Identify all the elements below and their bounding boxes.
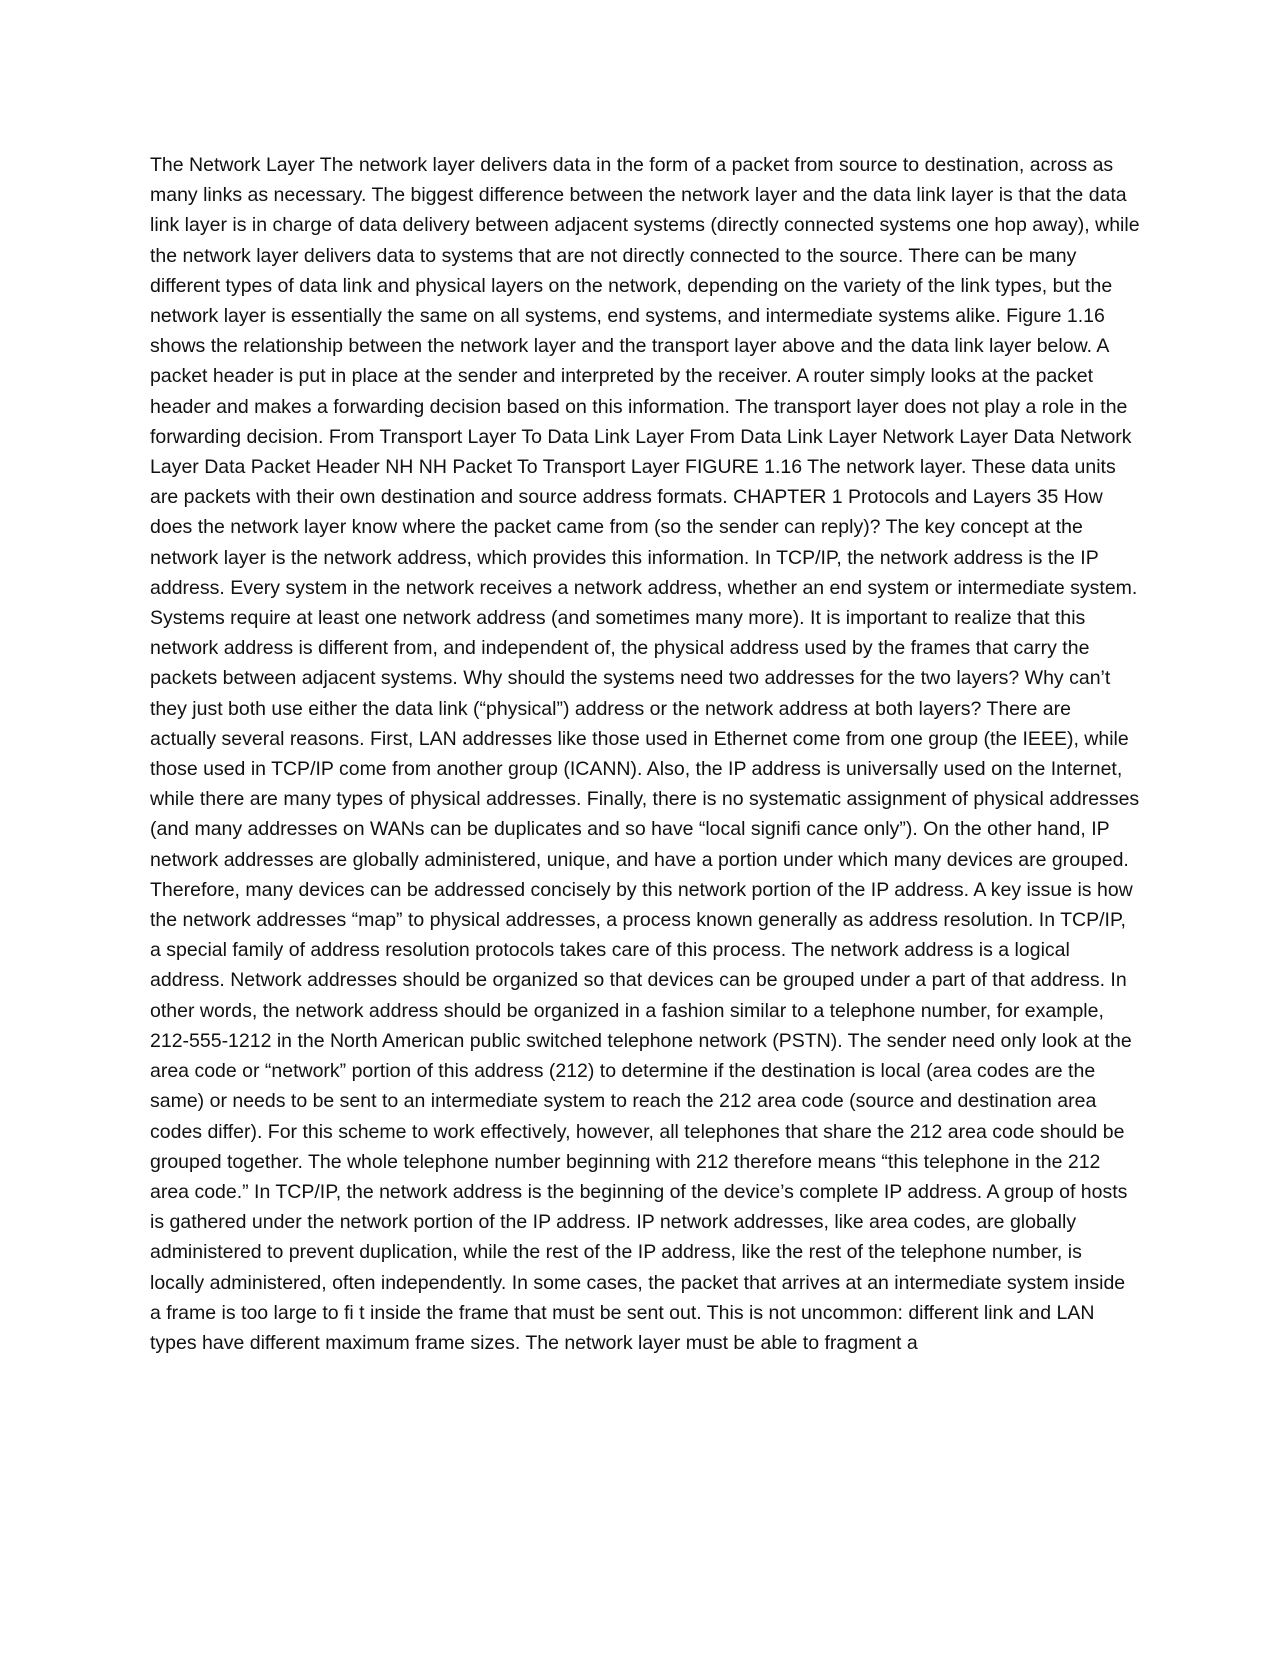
body-paragraph: The Network Layer The network layer delivers data in the form of a packet from source to destination, across as many links as necessary. The biggest difference between the network layer and the data link layer is that the data link layer is in charge of data delivery between adjacent systems (directly connected systems one hop away), while the network layer delivers data to systems that are not directly connected to the source. There can be many different types of data link and physical layers on the network, depending on the variety of the link types, but the network layer is essentially the same on all systems, end systems, and intermediate systems alike. Figure 1.16 shows the relationship between the network layer and the transport layer above and the data link layer below. A packet header is put in place at the sender and interpreted by the receiver. A router simply looks at the packet header and makes a forwarding decision based on this information. The transport layer does not play a role in the forwarding decision. From Transport Layer To Data Link Layer From Data Link Layer Network Layer Data Network Layer Data Packet Header NH NH Packet To Transport Layer FIGURE 1.16 The network layer. These data units are packets with their own destination and source address formats. CHAPTER 1 Protocols and Layers 35 How does the network layer know where the packet came from (so the sender can reply)? The key concept at the network layer is the network address, which provides this information. In TCP/IP, the network address is the IP address. Every system in the network receives a network address, whether an end system or intermediate system. Systems require at least one network address (and sometimes many more). It is important to realize that this network address is different from, and independent of, the physical address used by the frames that carry the packets between adjacent systems. Why should the systems need two addresses for the two layers? Why can’t they just both use either the data link (“physical”) address or the network address at both layers? There are actually several reasons. First, LAN addresses like those used in Ethernet come from one group (the IEEE), while those used in TCP/IP come from another group (ICANN). Also, the IP address is universally used on the Internet, while there are many types of physical addresses. Finally, there is no systematic assignment of physical addresses (and many addresses on WANs can be duplicates and so have “local signifi cance only”). On the other hand, IP network addresses are globally administered, unique, and have a portion under which many devices are grouped. Therefore, many devices can be addressed concisely by this network portion of the IP address. A key issue is how the network addresses “map” to physical addresses, a process known generally as address resolution. In TCP/IP, a special family of address resolution protocols takes care of this process. The network address is a logical address. Network addresses should be organized so that devices can be grouped under a part of that address. In other words, the network address should be organized in a fashion similar to a telephone number, for example, 212-555-1212 in the North American public switched telephone network (PSTN). The sender need only look at the area code or “network” portion of this address (212) to determine if the destination is local (area codes are the same) or needs to be sent to an intermediate system to reach the 212 area code (source and destination area codes differ). For this scheme to work effectively, however, all telephones that share the 212 area code should be grouped together. The whole telephone number beginning with 212 therefore means “this telephone in the 212 area code.” In TCP/IP, the network address is the beginning of the device’s complete IP address. A group of hosts is gathered under the network portion of the IP address. IP network addresses, like area codes, are globally administered to prevent duplication, while the rest of the IP address, like the rest of the telephone number, is locally administered, often independently. In some cases, the packet that arrives at an intermediate system inside a frame is too large to fi t inside the frame that must be sent out. This is not uncommon: different link and LAN types have different maximum frame sizes. The network layer must be able to fragment a (150, 154, 1140, 1354)
